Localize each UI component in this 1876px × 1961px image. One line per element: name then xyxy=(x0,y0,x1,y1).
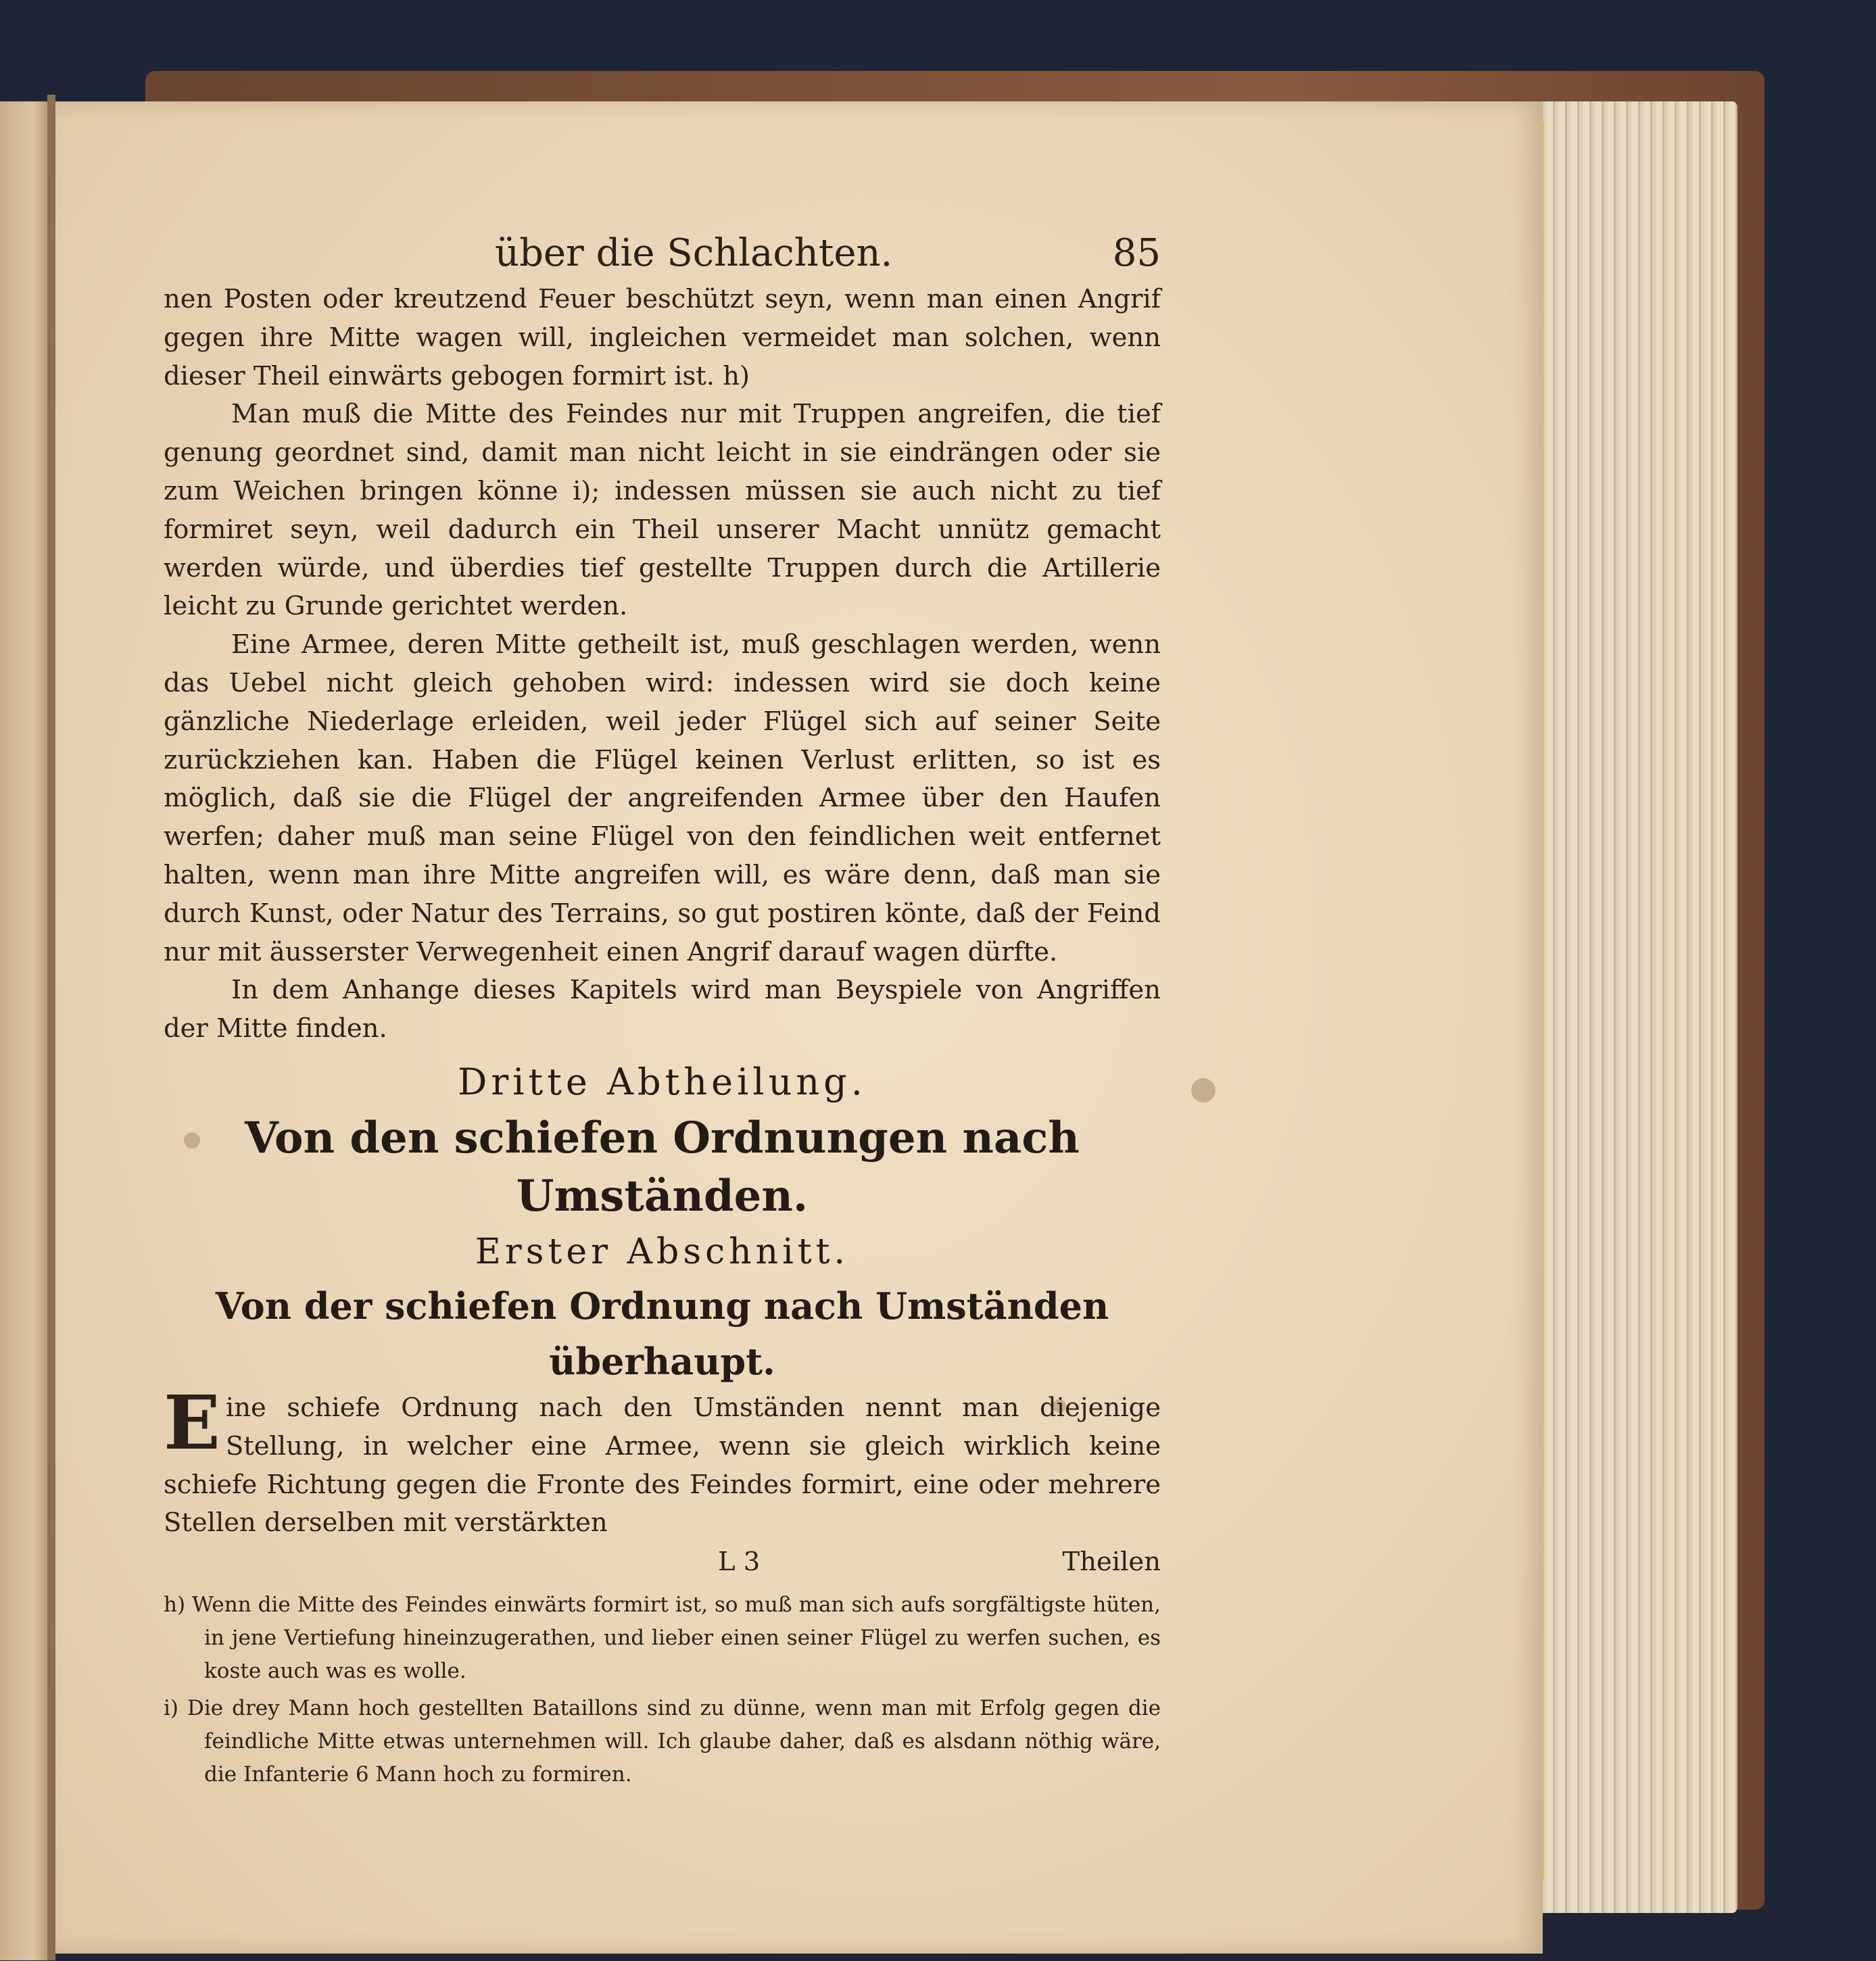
dropcap-paragraph xyxy=(164,1378,1161,1543)
running-title: über die Schlachten. xyxy=(495,231,893,275)
subsection-heading: Erster Abschnitt. xyxy=(475,1231,850,1272)
drop-cap: E xyxy=(164,1378,220,1466)
paragraph: In dem Anhange dieses Kapitels wird man Beyspiele von Angriffen der Mitte finden. xyxy=(164,975,1161,1044)
paragraph: Man muß die Mitte des Feindes nur mit Truppen angreifen, die tief genung geordnet sind, damit man nicht leicht in sie eindrängen oder sie zum Weichen bringen könne i); indessen müssen sie auch nicht zu tief formiret seyn, weil dadurch ein Theil unserer Macht unnütz gemacht werden würde, und überdies tief gestellte Truppen durch die Artillerie leicht zu Grunde gerichtet werden. xyxy=(164,399,1161,622)
page-edges xyxy=(1535,101,1737,1913)
page-number: 85 xyxy=(1112,231,1161,275)
stain xyxy=(1191,1078,1216,1103)
running-head xyxy=(164,226,1161,281)
paragraph: Eine Armee, deren Mitte getheilt ist, muß geschlagen werden, wenn das Uebel nicht gleich gehoben wird: indessen wird sie doch keine gänzliche Niederlage erleiden, weil jeder Flügel sich auf seiner Seite zurückziehen kan. Haben die Flügel keinen Verlust erlitten, so ist es möglich, daß sie die Flügel der angreifenden Armee über den Haufen werfen; daher muß man seine Flügel von den feindlichen weit entfernet halten, wenn man ihre Mitte angreifen will, es wäre denn, daß man sie durch Kunst, oder Natur des Terrains, so gut postiren könte, daß der Feind nur mit äusserster Verwegenheit einen Angrif darauf wagen dürfte. xyxy=(164,629,1161,967)
catchword: Theilen xyxy=(1062,1547,1161,1578)
footnotes xyxy=(164,1589,1161,1791)
book-page xyxy=(55,101,1543,1954)
catch-line xyxy=(164,1543,1161,1582)
gutter xyxy=(47,95,55,1960)
body-text xyxy=(164,281,1161,1048)
footnote: h) Wenn die Mitte des Feindes einwärts formirt ist, so muß man sich aufs sorgfältigste hüten, in jene Vertiefung hineinzugerathen, und lieber einen seiner Flügel zu werfen suchen, es koste auch was es wolle. xyxy=(164,1593,1161,1684)
subsection-title: Von der schiefen Ordnung nach Umständen überhaupt. xyxy=(215,1284,1109,1383)
signature-mark: L 3 xyxy=(718,1547,761,1578)
main-heading: Von den schiefen Ordnungen nach Umständen. xyxy=(245,1112,1080,1221)
footnote: i) Die drey Mann hoch gestellten Bataillons sind zu dünne, wenn man mit Erfolg gegen die feindliche Mitte etwas unternehmen will. Ich glaube daher, daß es alsdann nöthig wäre, die Infanterie 6 Mann hoch zu formiren. xyxy=(164,1696,1161,1787)
left-page-strip xyxy=(0,101,47,1960)
section-heading: Dritte Abtheilung. xyxy=(458,1060,867,1103)
paragraph: nen Posten oder kreutzend Feuer beschützt seyn, wenn man einen Angrif gegen ihre Mitte wagen will, ingleichen vermeidet man solchen, wenn dieser Theil einwärts gebogen formirt ist. h) xyxy=(164,284,1161,391)
dropcap-text: ine schiefe Ordnung nach den Umständen nennt man diejenige Stellung, in welcher eine Armee, wenn sie gleich wirklich keine schiefe Richtung gegen die Fronte des Feindes formirt, eine oder mehrere Stellen derselben mit verstärkten xyxy=(164,1392,1161,1539)
text-block xyxy=(164,226,1161,1795)
